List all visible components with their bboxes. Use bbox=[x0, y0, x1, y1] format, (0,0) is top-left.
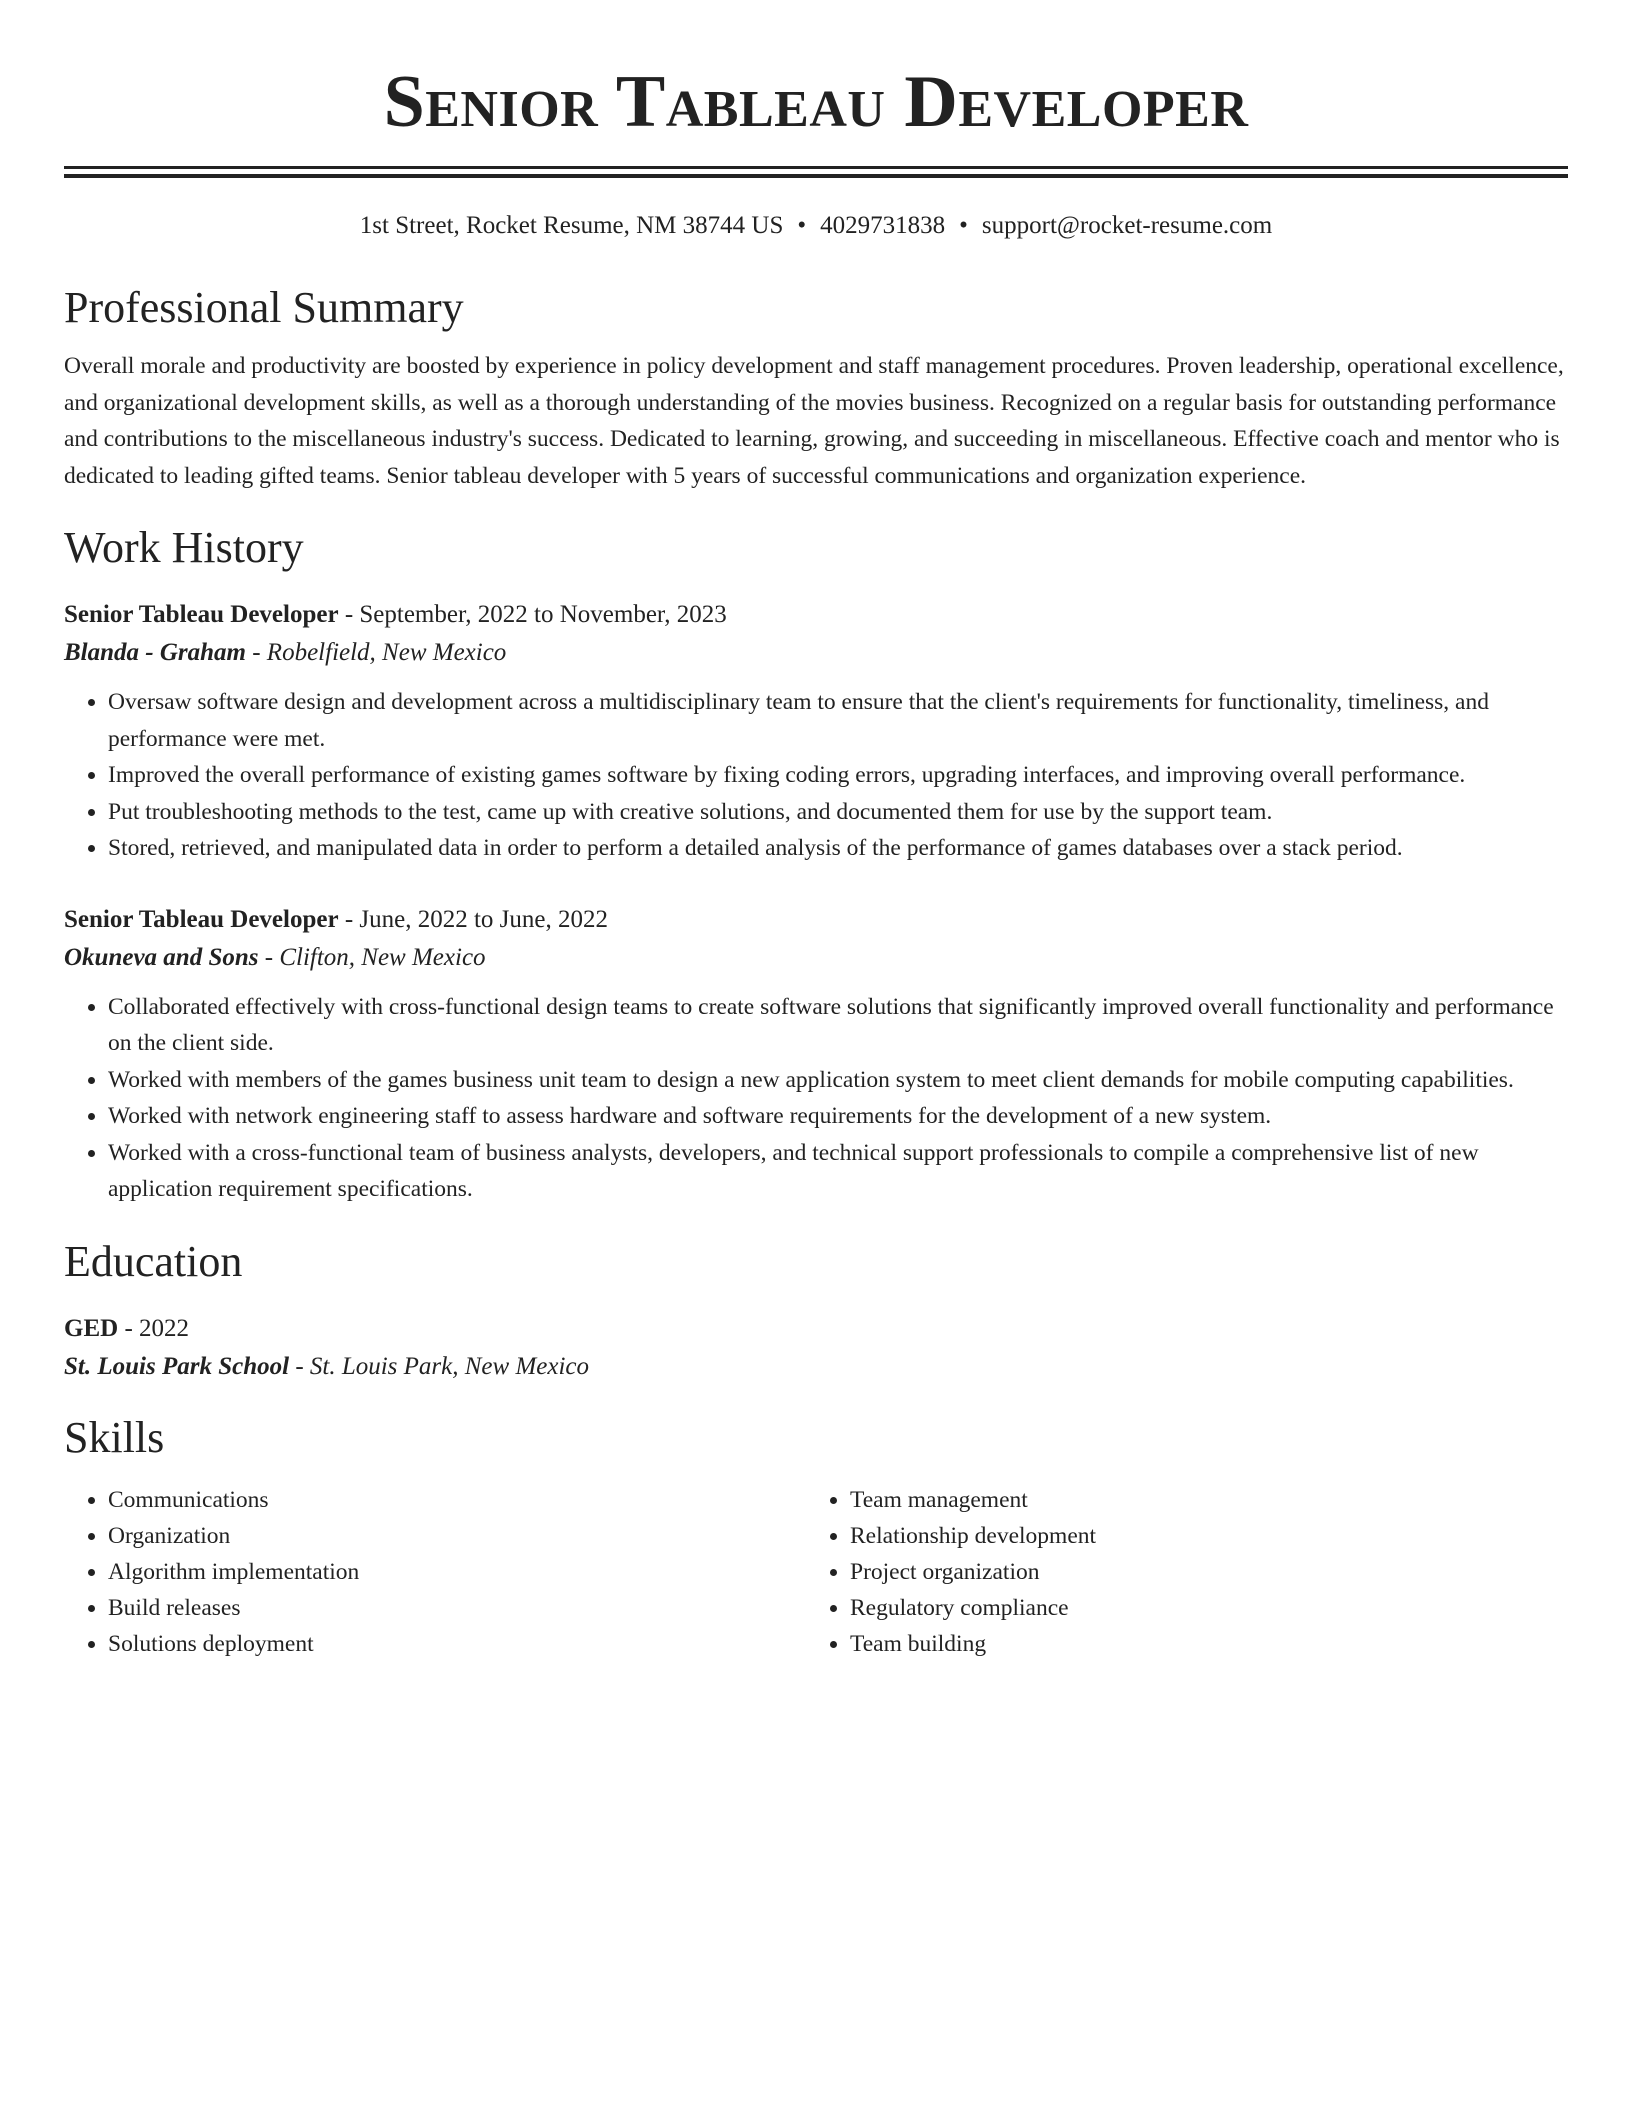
section-title-summary: Professional Summary bbox=[64, 283, 464, 332]
job-dates: - June, 2022 to June, 2022 bbox=[338, 905, 608, 933]
education-entry bbox=[64, 1310, 1568, 1386]
job-company-line bbox=[64, 939, 1568, 977]
job-role: Senior Tableau Developer bbox=[64, 905, 339, 933]
contact-separator: • bbox=[797, 212, 807, 239]
education-degree-line bbox=[64, 1310, 1568, 1348]
job-role: Senior Tableau Developer bbox=[64, 601, 339, 628]
job-bullet: • Oversaw software design and development across a multidisciplinary team to ensure that the client's requirements for functionality, timeliness, and performance were met. bbox=[108, 684, 1568, 757]
skill-item: • Solutions deployment bbox=[108, 1626, 806, 1662]
education-degree: GED bbox=[64, 1314, 119, 1342]
job-company-line bbox=[64, 634, 1568, 672]
job-entry bbox=[64, 901, 1568, 1208]
skill-item: • Algorithm implementation bbox=[108, 1554, 806, 1590]
job-bullet: • Worked with members of the games business unit team to design a new application system to meet client demands for mobile computing capabilities. bbox=[108, 1062, 1568, 1099]
job-bullet: • Collaborated effectively with cross-functional design teams to create software solutions that significantly improved overall functionality and performance on the client side. bbox=[108, 989, 1568, 1062]
job-bullet: • Put troubleshooting methods to the test, came up with creative solutions, and documented them for use by the support team. bbox=[108, 794, 1568, 831]
job-bullet: • Worked with network engineering staff to assess hardware and software requirements for the development of a new system. bbox=[108, 1098, 1568, 1135]
skill-item: • Build releases bbox=[108, 1590, 806, 1626]
contact-phone: 4029731838 bbox=[820, 212, 946, 239]
job-company: Okuneva and Sons bbox=[64, 943, 259, 971]
job-bullet: • Worked with a cross-functional team of business analysts, developers, and technical support professionals to compile a comprehensive list of new application requirement specifications. bbox=[108, 1135, 1568, 1208]
section-title-skills: Skills bbox=[64, 1412, 165, 1462]
education-year: - 2022 bbox=[118, 1314, 190, 1342]
skills-columns bbox=[64, 1482, 1568, 1662]
contact-email: support@rocket-resume.com bbox=[981, 212, 1273, 239]
job-company: Blanda - Graham bbox=[64, 639, 246, 666]
job-title-line bbox=[64, 901, 1568, 939]
job-bullet: • Stored, retrieved, and manipulated data in order to perform a detailed analysis of the performance of games databases over a stack period. bbox=[108, 830, 1568, 867]
summary-text: Overall morale and productivity are boosted by experience in policy development and staff management procedures. Proven leadership, operational excellence, and organizational development skills, as well as a thorough understanding of the movies business. Recognized on a regular basis for outstanding performance and contributions to the miscellaneous industry's success. Dedicated to learning, growing, and succeeding in miscellaneous. Effective coach and mentor who is dedicated to leading gifted teams. Senior tableau developer with 5 years of successful communications and organization experience. bbox=[64, 353, 1564, 489]
job-entry bbox=[64, 596, 1568, 867]
education-school-line bbox=[64, 1348, 1568, 1386]
skill-item: • Regulatory compliance bbox=[850, 1590, 1548, 1626]
contact-address: 1st Street, Rocket Resume, NM 38744 US bbox=[359, 212, 784, 239]
job-bullets bbox=[64, 989, 1568, 1208]
contact-line bbox=[64, 210, 1568, 242]
skill-item: • Project organization bbox=[850, 1554, 1548, 1590]
job-location: - Clifton, New Mexico bbox=[258, 943, 486, 971]
section-title-education: Education bbox=[64, 1236, 243, 1286]
job-bullet: • Improved the overall performance of existing games software by fixing coding errors, upgrading interfaces, and improving overall performance. bbox=[108, 757, 1568, 794]
skill-item: • Team management bbox=[850, 1482, 1548, 1518]
education-location: - St. Louis Park, New Mexico bbox=[289, 1352, 590, 1380]
education-school: St. Louis Park School bbox=[64, 1352, 290, 1380]
job-title-line bbox=[64, 596, 1568, 634]
job-location: - Robelfield, New Mexico bbox=[245, 639, 507, 666]
skills-list-left bbox=[64, 1482, 806, 1662]
skill-item: • Organization bbox=[108, 1518, 806, 1554]
resume-name: Senior Tableau Developer bbox=[383, 61, 1249, 143]
section-title-work-history: Work History bbox=[64, 523, 304, 572]
skill-item: • Communications bbox=[108, 1482, 806, 1518]
contact-separator: • bbox=[959, 212, 968, 239]
skills-list-right bbox=[806, 1482, 1548, 1662]
job-bullets bbox=[64, 684, 1568, 867]
skill-item: • Team building bbox=[850, 1626, 1548, 1662]
header-divider bbox=[64, 166, 1568, 178]
skill-item: • Relationship development bbox=[850, 1518, 1548, 1554]
job-dates: - September, 2022 to November, 2023 bbox=[338, 601, 727, 628]
